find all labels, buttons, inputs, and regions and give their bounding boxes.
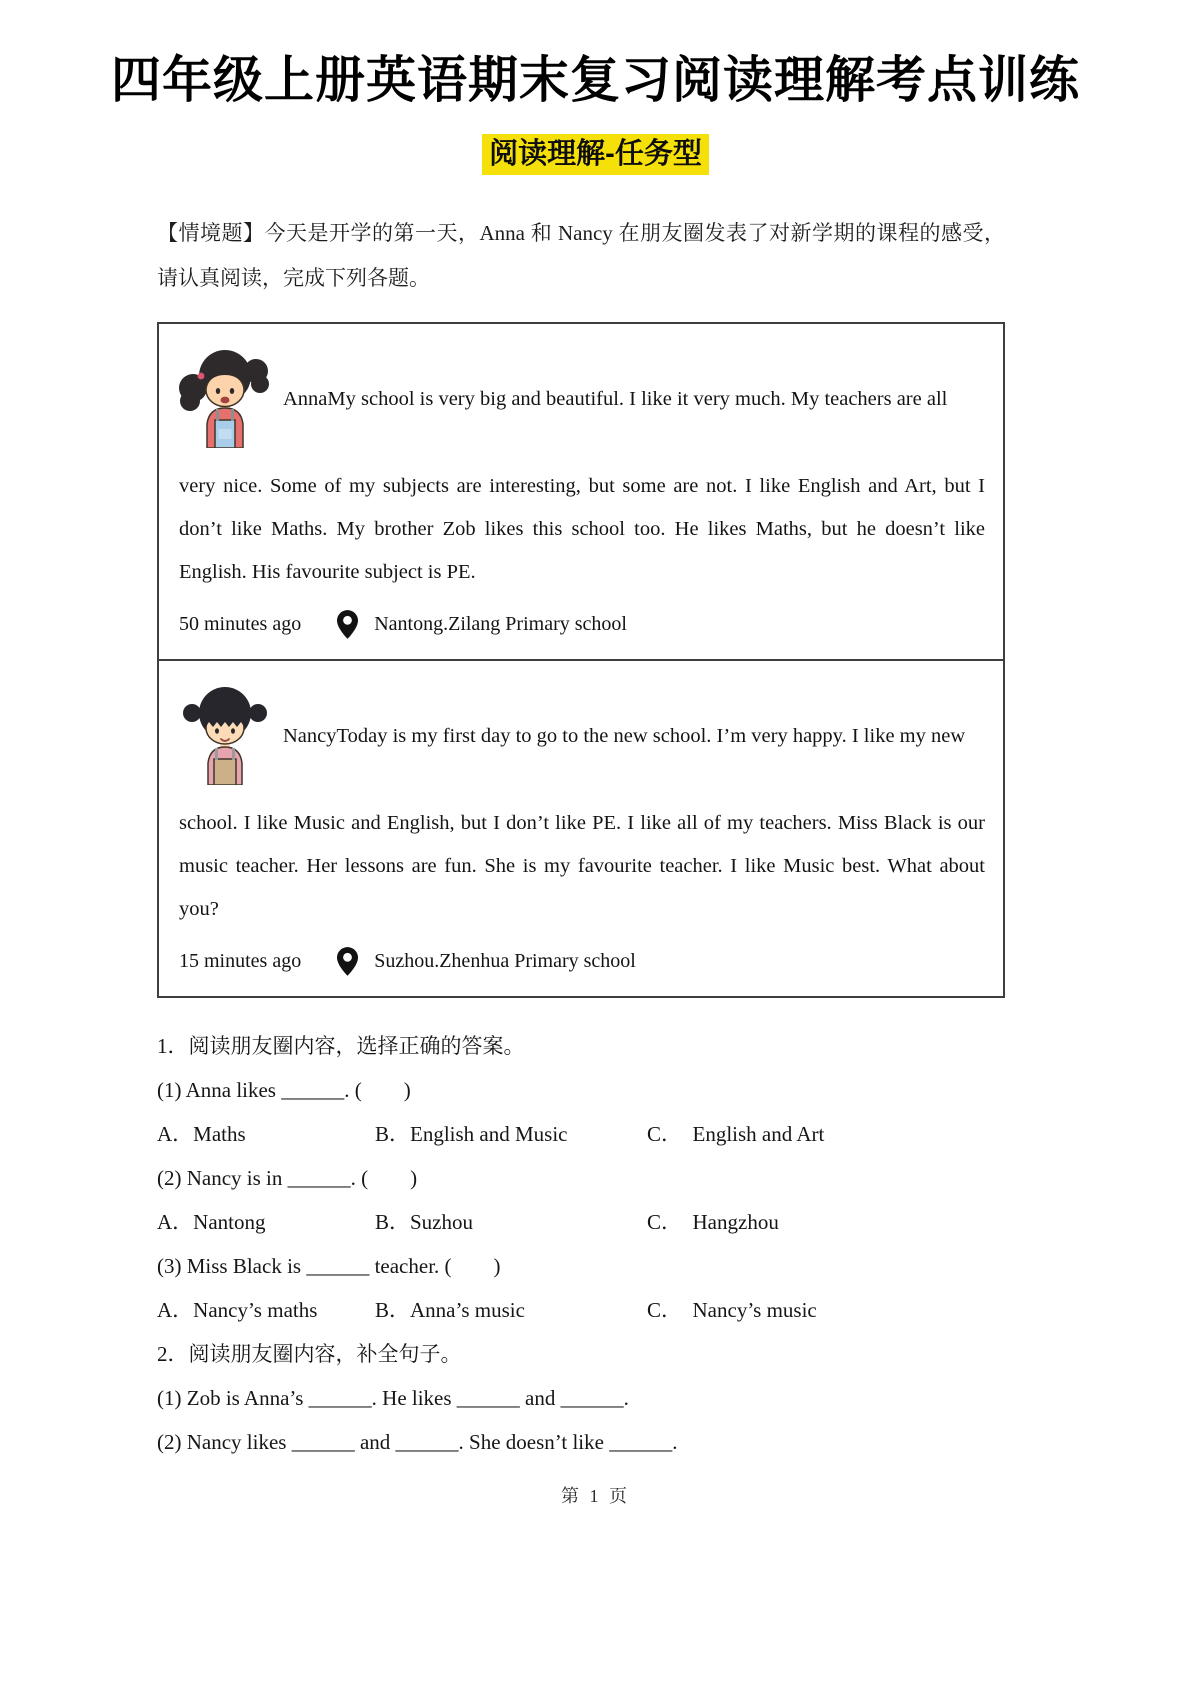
option-b: B．Suzhou bbox=[375, 1210, 474, 1235]
intro-paragraph: 【情境题】今天是开学的第一天，Anna 和 Nancy 在朋友圈发表了对新学期的课程的感受，请认真阅读，完成下列各题。 bbox=[157, 221, 1005, 291]
post-anna-location: Nantong.Zilang Primary school bbox=[374, 613, 627, 636]
post-anna-first-line bbox=[283, 384, 947, 414]
option-a: A．Maths bbox=[157, 1122, 246, 1147]
moments-posts bbox=[157, 322, 1005, 998]
post-nancy-text-line1: Today is my first day to go to the new school. I’m very happy. I like my new bbox=[336, 724, 966, 747]
page-title: 四年级上册英语期末复习阅读理解考点训练 bbox=[111, 52, 1080, 108]
exercise1-item2-stem: (2) Nancy is in ______. ( ) bbox=[157, 1166, 418, 1191]
option-c: C． Hangzhou bbox=[647, 1210, 779, 1235]
post-nancy-first-line bbox=[283, 721, 965, 751]
post-anna bbox=[157, 322, 1005, 661]
page-number: 第 1 页 bbox=[561, 1486, 630, 1506]
exercise1-item2-options bbox=[157, 1200, 1005, 1244]
option-b: B．English and Music bbox=[375, 1122, 568, 1147]
anna-avatar-icon bbox=[179, 344, 269, 453]
post-nancy-timestamp: 15 minutes ago bbox=[179, 950, 302, 973]
nancy-avatar-icon bbox=[179, 681, 269, 790]
post-nancy-text-rest: school. I like Music and English, but I don’t like PE. I like all of my teachers. Miss Black is our music teacher. Her lessons are fun. She is my favourite teacher. I like Music best. What about you? bbox=[179, 812, 985, 921]
exercise1-heading: 1．阅读朋友圈内容，选择正确的答案。 bbox=[157, 1034, 525, 1059]
questions-section bbox=[157, 1024, 1005, 1464]
exercise2-item1: (1) Zob is Anna’s ______. He likes ______ and ______. bbox=[157, 1386, 629, 1411]
exercise1-item3-stem: (3) Miss Black is ______ teacher. ( ) bbox=[157, 1254, 501, 1279]
option-a: A．Nancy’s maths bbox=[157, 1298, 318, 1323]
post-nancy-location: Suzhou.Zhenhua Primary school bbox=[374, 950, 636, 973]
post-anna-head bbox=[179, 344, 985, 453]
subtitle-row bbox=[0, 134, 1191, 175]
option-c: C． Nancy’s music bbox=[647, 1298, 817, 1323]
exercise2-item2: (2) Nancy likes ______ and ______. She doesn’t like ______. bbox=[157, 1430, 678, 1455]
option-c: C． English and Art bbox=[647, 1122, 825, 1147]
exercise1-item1-options bbox=[157, 1112, 1005, 1156]
exercise1-item3-options bbox=[157, 1288, 1005, 1332]
post-anna-meta bbox=[179, 610, 985, 639]
option-b: B．Anna’s music bbox=[375, 1298, 525, 1323]
exercise1-item1-stem: (1) Anna likes ______. ( ) bbox=[157, 1078, 411, 1103]
location-pin-icon bbox=[337, 947, 358, 976]
section-badge: 阅读理解-任务型 bbox=[482, 134, 709, 175]
option-a: A．Nantong bbox=[157, 1210, 266, 1235]
post-anna-text-rest: very nice. Some of my subjects are interesting, but some are not. I like English and Art, but I don’t like Maths. My brother Zob likes this school too. He likes Maths, but he doesn’t like English. His favourite subject is PE. bbox=[179, 475, 985, 584]
post-anna-text-line1: My school is very big and beautiful. I like it very much. My teachers are all bbox=[327, 387, 948, 410]
post-nancy-head bbox=[179, 681, 985, 790]
post-anna-author: Anna bbox=[283, 387, 328, 410]
location-pin-icon bbox=[337, 610, 358, 639]
post-nancy-meta bbox=[179, 947, 985, 976]
exercise2-heading: 2．阅读朋友圈内容，补全句子。 bbox=[157, 1342, 462, 1367]
post-nancy bbox=[157, 659, 1005, 998]
post-anna-timestamp: 50 minutes ago bbox=[179, 613, 302, 636]
post-nancy-author: Nancy bbox=[283, 724, 337, 747]
